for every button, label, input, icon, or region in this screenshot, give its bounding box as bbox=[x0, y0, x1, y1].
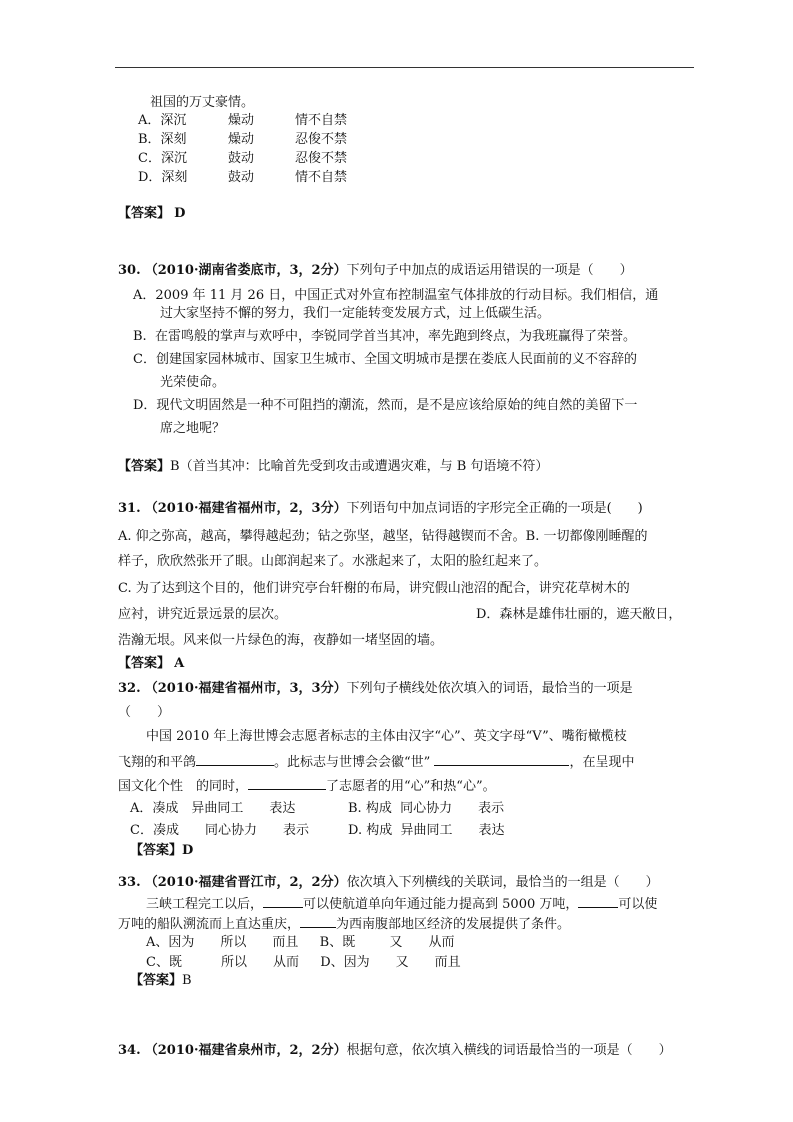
q32-para-line3: 国文化个性 的同时， 了志愿者的用“心”和热“心”。 bbox=[118, 776, 496, 796]
q30-option-c-line1: C．创建国家园林城市、国家卫生城市、全国文明城市是摆在娄底人民面前的义不容辞的 bbox=[133, 352, 637, 367]
q29-option-c: C．深沉 鼓动 忍俊不禁 bbox=[138, 151, 348, 166]
q30-option-a-line2: 过大家坚持不懈的努力，我们一定能转变发展方式，过上低碳生活。 bbox=[160, 306, 551, 321]
q30-option-d-line1: D．现代文明固然是一种不可阻挡的潮流，然而，是不是应该给原始的纯自然的美留下一 bbox=[133, 398, 638, 413]
q30-answer: 【答案】B（首当其冲：比喻首先受到攻击或遭遇灾难，与 B 句语境不符） bbox=[118, 459, 549, 474]
q31-line3: C. 为了达到这个目的，他们讲究亭台轩榭的布局，讲究假山池沼的配合，讲究花草树木的 bbox=[118, 581, 630, 596]
header-rule bbox=[115, 67, 694, 68]
q31-stem: 31. （2010·福建省福州市，2，3分）下列语句中加点词语的字形完全正确的一项是( ) bbox=[118, 501, 643, 516]
q30-option-d-line2: 席之地呢？ bbox=[160, 421, 226, 436]
q33-options-ab: A、因为 所以 而且 B、既 又 从而 bbox=[146, 935, 455, 950]
q32-option-a: A．凑成 异曲同工 表达 bbox=[130, 801, 296, 816]
q30-option-c-line2: 光荣使命。 bbox=[160, 375, 226, 390]
q31-line2: 样子，欣欣然张开了眼。山郎润起来了。水涨起来了，太阳的脸红起来了。 bbox=[118, 554, 548, 569]
q29-option-a: A．深沉 燥动 情不自禁 bbox=[138, 113, 348, 128]
q33-para-line2: 万吨的船队溯流而上直达重庆， 为西南腹部地区经济的发展提供了条件。 bbox=[118, 914, 570, 934]
q30-stem: 30. （2010·湖南省娄底市，3，2分）下列句子中加点的成语运用错误的一项是（ ） bbox=[118, 263, 633, 278]
q32-paren: （ ） bbox=[118, 705, 171, 720]
q31-line4b: D．森林是雄伟壮丽的，遮天敝日， bbox=[476, 607, 682, 622]
q30-option-b: B. 在雷鸣般的掌声与欢呼中，李锐同学首当其冲，率先跑到终点，为我班赢得了荣誉。 bbox=[133, 329, 636, 344]
q29-option-d: D．深刻 鼓动 情不自禁 bbox=[138, 170, 348, 185]
q32-stem: 32. （2010·福建省福州市，3，3分）下列句子横线处依次填入的词语，最恰当的一项是 bbox=[118, 681, 633, 696]
q29-answer: 【答案】 D bbox=[118, 206, 186, 221]
q32-answer: 【答案】D bbox=[130, 843, 194, 858]
q31-line4a: 应衬，讲究近景远景的层次。 bbox=[118, 607, 288, 622]
q32-option-d: D. 构成 异曲同工 表达 bbox=[348, 823, 505, 838]
q32-option-b: B. 构成 同心协力 表示 bbox=[348, 801, 505, 816]
q34-stem: 34. （2010·福建省泉州市，2，2分）根据句意，依次填入横线的词语最恰当的一项是（ ） bbox=[118, 1043, 672, 1058]
q31-line1: A. 仰之弥高，越高，攀得越起劲；钻之弥坚，越坚，钻得越锲而不舍。B. 一切都像刚睡醒的 bbox=[118, 529, 648, 544]
q33-stem: 33. （2010·福建省晋江市，2，2分）依次填入下列横线的关联词，最恰当的一组是（ ） bbox=[118, 875, 659, 890]
q29-option-b: B．深刻 燥动 忍俊不禁 bbox=[138, 132, 348, 147]
q33-options-cd: C、既 所以 从而 D、因为 又 而且 bbox=[146, 955, 461, 970]
q30-option-a-line1: A．2009 年 11 月 26 日，中国正式对外宣布控制温室气体排放的行动目标。我们相信，通 bbox=[133, 288, 659, 303]
q33-answer: 【答案】B bbox=[130, 973, 192, 988]
q32-option-c: C．凑成 同心协力 表示 bbox=[130, 823, 309, 838]
q31-answer: 【答案】 A bbox=[118, 656, 185, 671]
q32-para-line2: 飞翔的和平鸽 。此标志与世博会会徽“世” ，在呈现中 bbox=[118, 752, 634, 772]
q33-para-line1: 三峡工程完工以后， 可以使航道单向年通过能力提高到 5000 万吨， 可以使 bbox=[146, 894, 657, 914]
q29-stem-tail: 祖国的万丈豪情。 bbox=[150, 95, 255, 110]
q32-para-line1: 中国 2010 年上海世博会志愿者标志的主体由汉字“心”、英文字母“V”、嘴衔橄榄枝 bbox=[146, 729, 627, 744]
q31-line5: 浩瀚无垠。风来似一片绿色的海，夜静如一堵坚固的墙。 bbox=[118, 633, 444, 648]
